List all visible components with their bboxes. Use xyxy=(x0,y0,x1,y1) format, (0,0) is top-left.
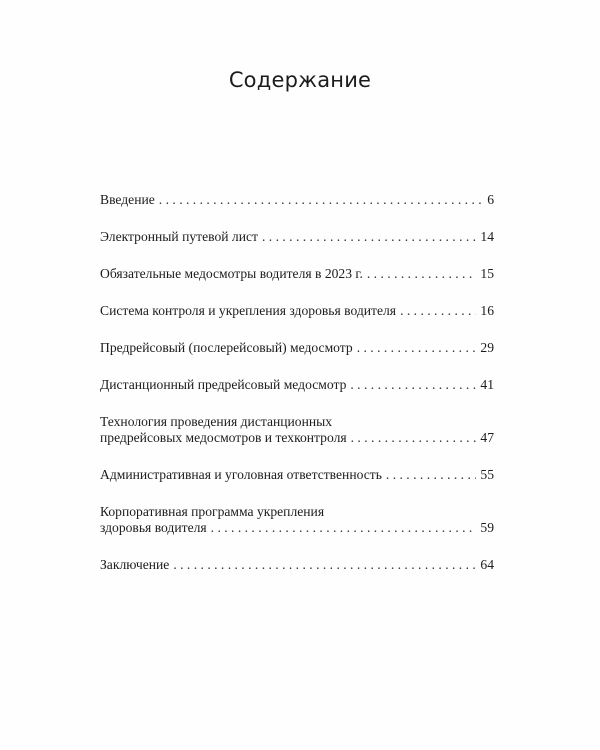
toc-entry[interactable] xyxy=(100,192,494,208)
toc-entry-page: 41 xyxy=(480,377,494,392)
toc-line xyxy=(100,303,494,319)
toc-leader-dots xyxy=(386,467,477,483)
toc-leader-dots xyxy=(367,266,477,282)
toc-entry-title-line2: предрейсовых медосмотров и техконтроля xyxy=(100,430,347,445)
toc-entry-title-line2: здоровья водителя xyxy=(100,520,207,535)
toc-entry[interactable] xyxy=(100,557,494,573)
toc-entry-page: 55 xyxy=(480,467,494,482)
toc-entry[interactable] xyxy=(100,467,494,483)
toc-line xyxy=(100,467,494,483)
toc-entry-title: Введение xyxy=(100,192,155,207)
toc-entry-title-line1: Корпоративная программа укрепления xyxy=(100,504,325,519)
toc-line xyxy=(100,229,494,245)
toc-entry-page: 15 xyxy=(480,266,494,281)
toc-entry[interactable] xyxy=(100,229,494,245)
toc-entry[interactable] xyxy=(100,266,494,282)
toc-entry[interactable] xyxy=(100,303,494,319)
toc-line xyxy=(100,520,494,536)
toc-leader-dots xyxy=(357,340,477,356)
toc-entry-title: Система контроля и укрепления здоровья водителя xyxy=(100,303,397,318)
table-of-contents xyxy=(100,192,494,594)
toc-entry-page: 6 xyxy=(487,192,494,207)
toc-entry-page: 29 xyxy=(480,340,494,355)
toc-entry-page: 47 xyxy=(480,430,494,445)
toc-entry-page: 16 xyxy=(480,303,494,318)
page-title: Содержание xyxy=(228,68,372,92)
toc-entry-title: Заключение xyxy=(100,557,170,572)
toc-entry[interactable] xyxy=(100,340,494,356)
toc-entry-title: Предрейсовый (послерейсовый) медосмотр xyxy=(100,340,353,355)
toc-entry-title: Обязательные медосмотры водителя в 2023 г. xyxy=(100,266,363,281)
toc-leader-dots xyxy=(159,192,483,208)
toc-entry-title: Дистанционный предрейсовый медосмотр xyxy=(100,377,347,392)
toc-entry[interactable] xyxy=(100,414,494,446)
toc-line xyxy=(100,340,494,356)
toc-line xyxy=(100,266,494,282)
toc-leader-dots xyxy=(211,520,477,536)
toc-leader-dots xyxy=(400,303,476,319)
toc-leader-dots xyxy=(351,430,477,446)
toc-entry[interactable] xyxy=(100,504,494,536)
toc-line xyxy=(100,430,494,446)
toc-entry-title: Электронный путевой лист xyxy=(100,229,258,244)
toc-entry-page: 64 xyxy=(480,557,494,572)
toc-line xyxy=(100,557,494,573)
toc-entry-page: 59 xyxy=(480,520,494,535)
toc-leader-dots xyxy=(262,229,476,245)
toc-line xyxy=(100,192,494,208)
toc-entry-page: 14 xyxy=(480,229,494,244)
toc-entry[interactable] xyxy=(100,377,494,393)
toc-entry-title: Административная и уголовная ответственность xyxy=(100,467,382,482)
toc-leader-dots xyxy=(173,557,476,573)
toc-leader-dots xyxy=(350,377,476,393)
toc-entry-title-line1: Технология проведения дистанционных xyxy=(100,414,333,429)
toc-line xyxy=(100,377,494,393)
